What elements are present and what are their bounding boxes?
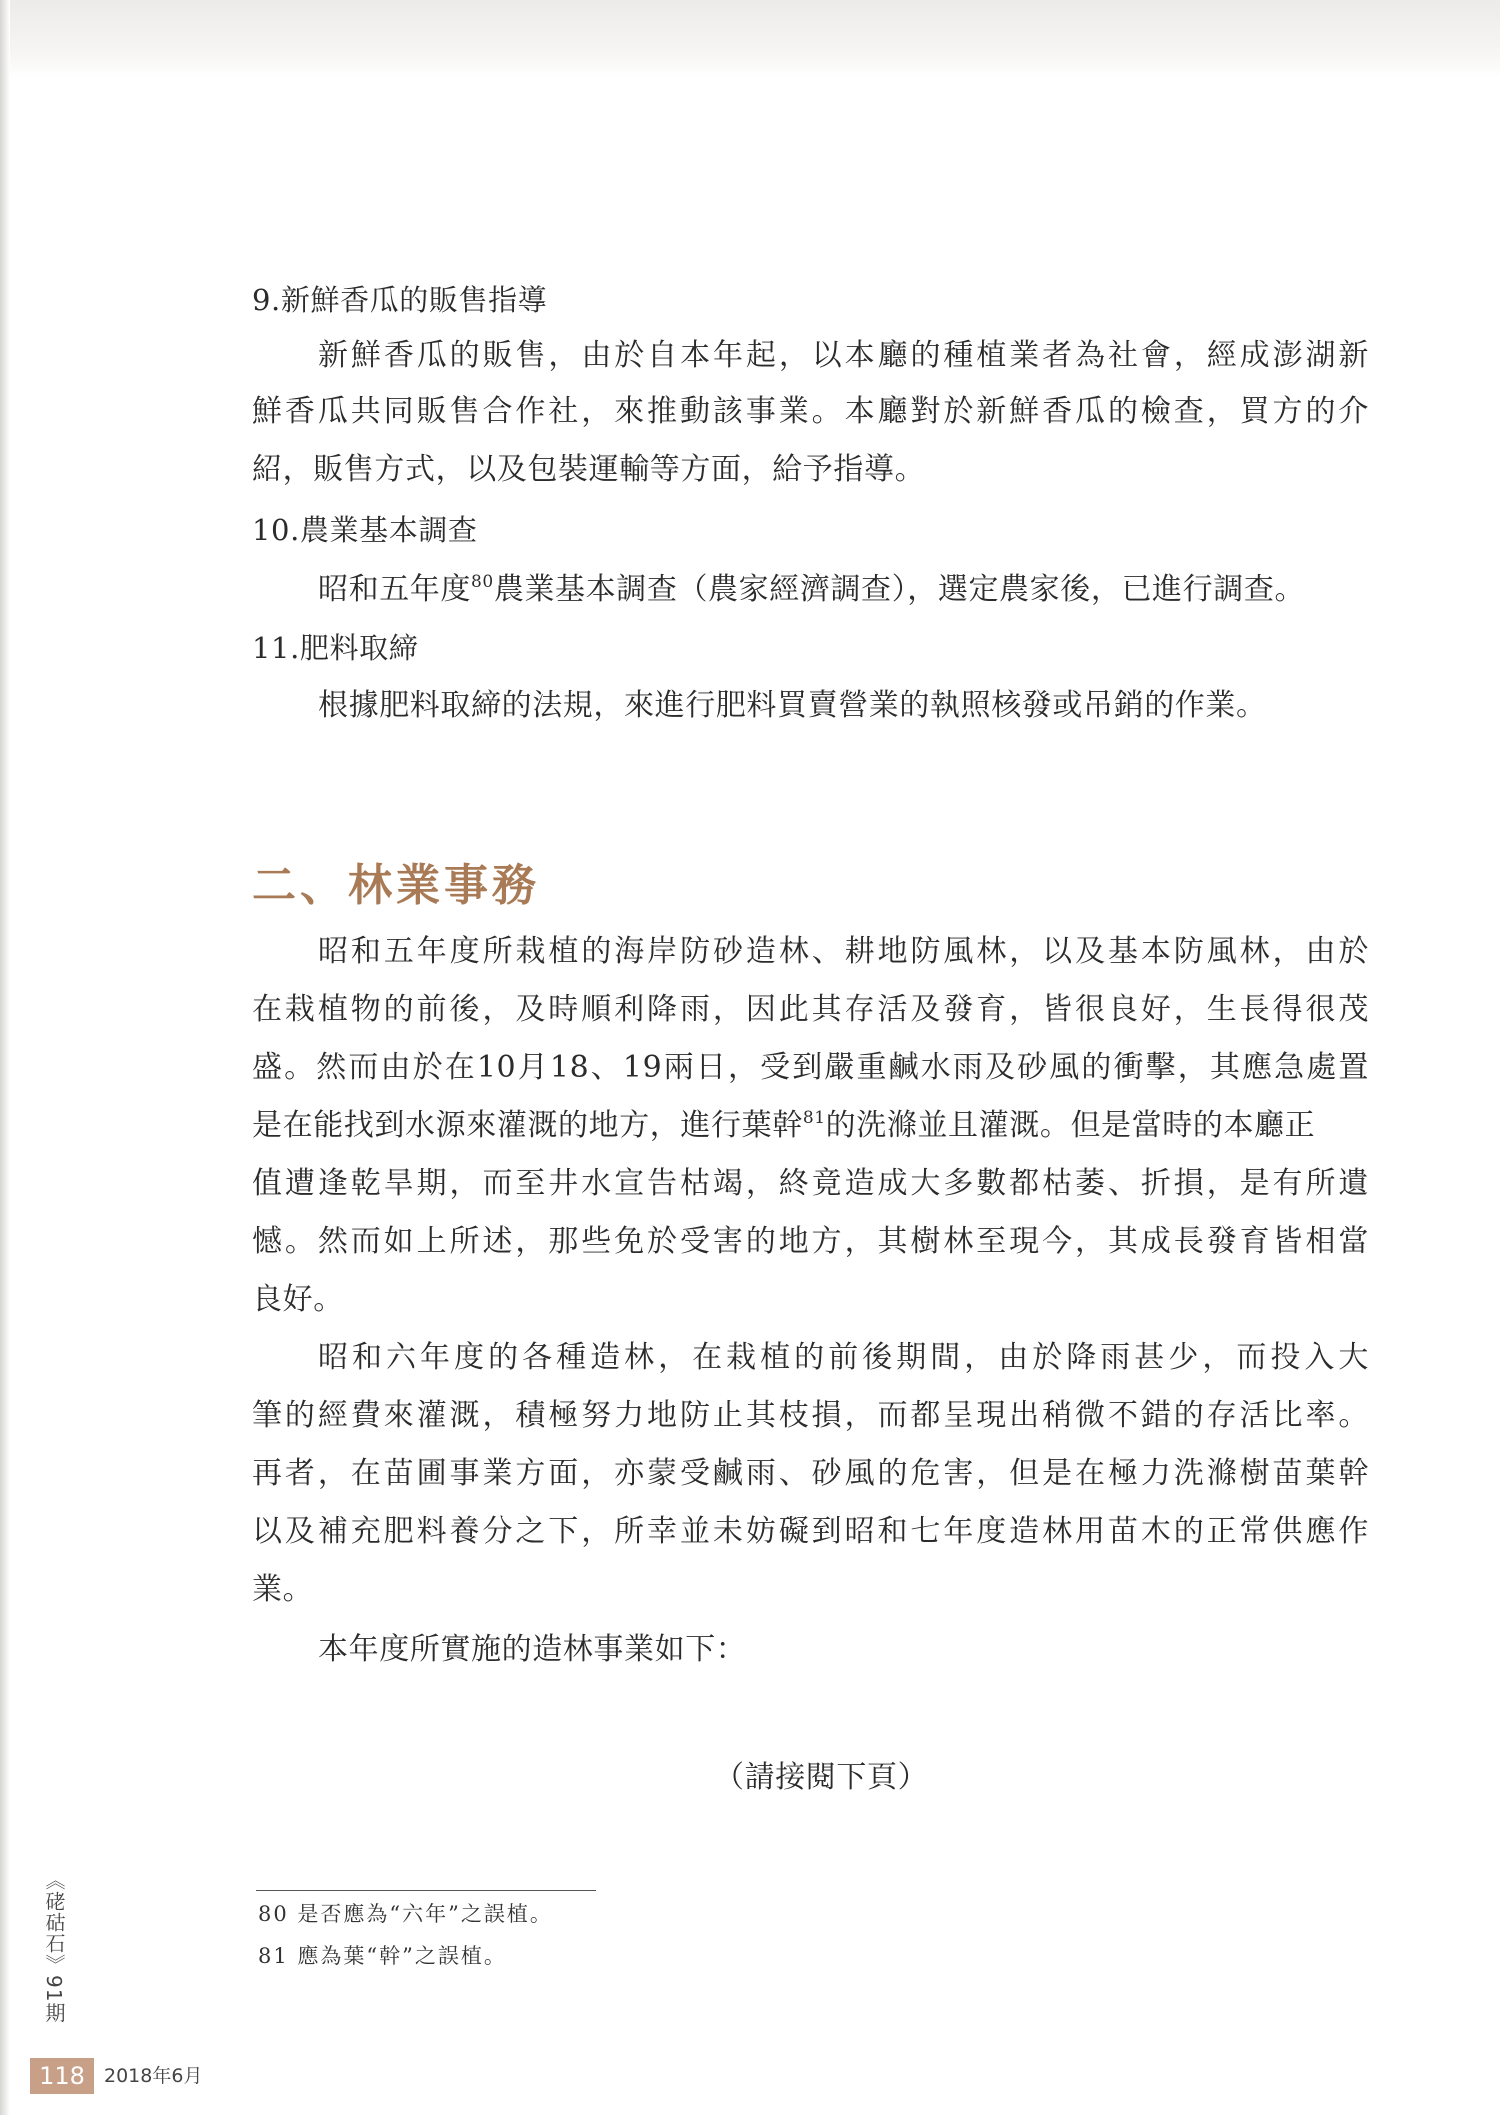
- footnote-81: 81 應為葉“幹”之誤植。: [258, 1944, 507, 1968]
- body-line: 鮮香瓜共同販售合作社，來推動該事業。本廳對於新鮮香瓜的檢查，買方的介: [252, 394, 1369, 429]
- page-number: 118: [30, 2058, 94, 2094]
- body-line: 再者，在苗圃事業方面，亦蒙受鹹雨、砂風的危害，但是在極力洗滌樹苗葉幹: [252, 1456, 1369, 1491]
- body-line: 昭和五年度所栽植的海岸防砂造林、耕地防風林，以及基本防風林，由於: [318, 934, 1369, 969]
- heading-11: 11.肥料取締: [252, 631, 419, 665]
- body-line: 憾。然而如上所述，那些免於受害的地方，其樹林至現今，其成長發育皆相當: [252, 1224, 1369, 1259]
- journal-title: 《硓𥑮石》91期: [42, 1870, 66, 2024]
- body-line: 根據肥料取締的法規，來進行肥料買賣營業的執照核發或吊銷的作業。: [318, 688, 1267, 723]
- body-line: 業。: [252, 1572, 314, 1607]
- body-line: 以及補充肥料養分之下，所幸並未妨礙到昭和七年度造林用苗木的正常供應作: [252, 1514, 1369, 1549]
- footnote-ref-80: 80: [471, 572, 494, 592]
- continued-note: （請接閱下頁）: [714, 1760, 929, 1795]
- heading-10: 10.農業基本調查: [252, 513, 478, 547]
- body-line: 昭和六年度的各種造林，在栽植的前後期間，由於降雨甚少，而投入大: [318, 1340, 1369, 1375]
- body-line: 盛。然而由於在10月18、19兩日，受到嚴重鹹水雨及砂風的衝擊，其應急處置: [252, 1050, 1369, 1085]
- body-text: 的洗滌並且灌溉。但是當時的本廳正: [825, 1108, 1316, 1143]
- issue-date: 2018年6月: [104, 2065, 203, 2087]
- body-text: 昭和五年度: [318, 572, 471, 607]
- body-line-with-footnote-80: [318, 570, 1305, 610]
- body-line-with-footnote-81: [252, 1106, 1315, 1146]
- scan-left-edge: [0, 0, 10, 2115]
- heading-9: 9.新鮮香瓜的販售指導: [252, 283, 548, 317]
- body-text: 是在能找到水源來灌溉的地方，進行葉幹: [252, 1108, 803, 1143]
- body-line: 值遭逢乾旱期，而至井水宣告枯竭，終竟造成大多數都枯萎、折損，是有所遺: [252, 1166, 1369, 1201]
- body-text: 農業基本調查（農家經濟調查），選定農家後，已進行調查。: [493, 572, 1306, 607]
- body-line: 紹，販售方式，以及包裝運輸等方面，給予指導。: [252, 452, 926, 487]
- body-line: 新鮮香瓜的販售，由於自本年起，以本廳的種植業者為社會，經成澎湖新: [318, 338, 1369, 373]
- footnote-divider: [256, 1890, 596, 1891]
- scan-top-shadow: [0, 0, 1500, 78]
- body-line: 在栽植物的前後，及時順利降雨，因此其存活及發育，皆很良好，生長得很茂: [252, 992, 1369, 1027]
- section-title-forestry: 二、林業事務: [252, 860, 540, 911]
- body-line: 本年度所實施的造林事業如下：: [318, 1632, 747, 1667]
- body-line: 筆的經費來灌溉，積極努力地防止其枝損，而都呈現出稍微不錯的存活比率。: [252, 1398, 1369, 1433]
- footnote-80: 80 是否應為“六年”之誤植。: [258, 1902, 553, 1926]
- body-line: 良好。: [252, 1282, 344, 1317]
- footnote-ref-81: 81: [802, 1108, 826, 1128]
